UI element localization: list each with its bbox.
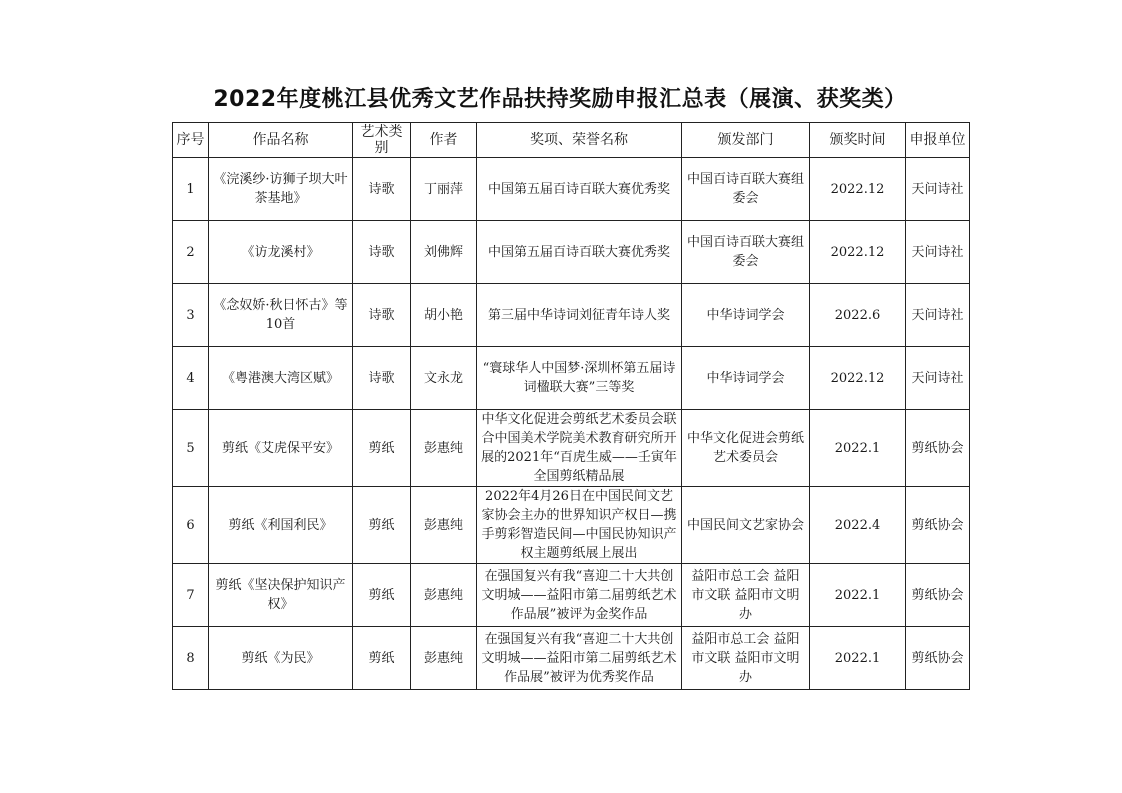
- cell-work: 《念奴娇·秋日怀古》等10首: [209, 284, 353, 347]
- header-award: 奖项、荣誉名称: [477, 123, 682, 158]
- cell-issuer: 中国民间文艺家协会: [682, 487, 810, 564]
- cell-author: 文永龙: [411, 347, 477, 410]
- cell-category: 诗歌: [353, 221, 411, 284]
- cell-no: 1: [173, 158, 209, 221]
- cell-category: 剪纸: [353, 410, 411, 487]
- cell-award: 第三届中华诗词刘征青年诗人奖: [477, 284, 682, 347]
- header-author: 作者: [411, 123, 477, 158]
- award-text: 2022年4月26日在中国民间文艺家协会主办的世界知识产权日—携手剪彩智造民间—中国民协知识产权主题剪纸展上展出: [481, 489, 677, 561]
- cell-author: 彭惠纯: [411, 487, 477, 564]
- cell-date: 2022.6: [810, 284, 906, 347]
- document-title: 2022年度桃江县优秀文艺作品扶持奖励申报汇总表（展演、获奖类）: [213, 87, 907, 112]
- cell-date: 2022.4: [810, 487, 906, 564]
- cell-award: [477, 564, 682, 627]
- cell-no: 4: [173, 347, 209, 410]
- cell-no: 2: [173, 221, 209, 284]
- table-row: [173, 221, 970, 284]
- cell-unit: 天问诗社: [906, 158, 970, 221]
- cell-unit: 剪纸协会: [906, 564, 970, 627]
- cell-unit: 天问诗社: [906, 347, 970, 410]
- header-date: 颁奖时间: [810, 123, 906, 158]
- cell-work: 《粤港澳大湾区赋》: [209, 347, 353, 410]
- award-summary-table: [172, 122, 970, 690]
- header-work: 作品名称: [209, 123, 353, 158]
- cell-issuer: 益阳市总工会 益阳市文联 益阳市文明办: [682, 627, 810, 690]
- table-row: [173, 284, 970, 347]
- cell-date: 2022.1: [810, 410, 906, 487]
- cell-category: 剪纸: [353, 487, 411, 564]
- cell-no: 6: [173, 487, 209, 564]
- cell-work: 《访龙溪村》: [209, 221, 353, 284]
- cell-no: 5: [173, 410, 209, 487]
- cell-author: 彭惠纯: [411, 627, 477, 690]
- cell-no: 3: [173, 284, 209, 347]
- award-text: 中华文化促进会剪纸艺术委员会联合中国美术学院美术教育研究所开展的2021年“百虎生威——壬寅年全国剪纸精品展: [481, 412, 677, 484]
- cell-author: 刘佛辉: [411, 221, 477, 284]
- cell-issuer: 中华文化促进会剪纸艺术委员会: [682, 410, 810, 487]
- table-row: [173, 627, 970, 690]
- award-text: 在强国复兴有我“喜迎二十大共创文明城——益阳市第二届剪纸艺术作品展”被评为优秀奖作品: [481, 631, 677, 685]
- table-row: [173, 410, 970, 487]
- cell-date: 2022.12: [810, 221, 906, 284]
- cell-date: 2022.1: [810, 564, 906, 627]
- cell-category: 诗歌: [353, 347, 411, 410]
- cell-no: 7: [173, 564, 209, 627]
- cell-unit: 天问诗社: [906, 221, 970, 284]
- cell-author: 胡小艳: [411, 284, 477, 347]
- cell-category: 诗歌: [353, 284, 411, 347]
- cell-work: 剪纸《为民》: [209, 627, 353, 690]
- cell-category: 诗歌: [353, 158, 411, 221]
- cell-issuer: 中华诗词学会: [682, 284, 810, 347]
- cell-author: 丁丽萍: [411, 158, 477, 221]
- cell-no: 8: [173, 627, 209, 690]
- header-no: 序号: [173, 123, 209, 158]
- cell-author: 彭惠纯: [411, 410, 477, 487]
- cell-work: 《浣溪纱·访狮子坝大叶茶基地》: [209, 158, 353, 221]
- header-unit: 申报单位: [906, 123, 970, 158]
- cell-date: 2022.1: [810, 627, 906, 690]
- cell-award: [477, 487, 682, 564]
- cell-author: 彭惠纯: [411, 564, 477, 627]
- cell-issuer: 中国百诗百联大赛组委会: [682, 221, 810, 284]
- cell-work: 剪纸《利国利民》: [209, 487, 353, 564]
- cell-award: [477, 410, 682, 487]
- cell-category: 剪纸: [353, 627, 411, 690]
- table-header-row: [173, 123, 970, 158]
- cell-award: “寰球华人中国梦·深圳杯第五届诗词楹联大赛”三等奖: [477, 347, 682, 410]
- cell-issuer: 中华诗词学会: [682, 347, 810, 410]
- cell-award: 中国第五届百诗百联大赛优秀奖: [477, 158, 682, 221]
- cell-work: 剪纸《坚决保护知识产权》: [209, 564, 353, 627]
- cell-work: 剪纸《艾虎保平安》: [209, 410, 353, 487]
- cell-unit: 剪纸协会: [906, 627, 970, 690]
- cell-award: [477, 627, 682, 690]
- table-row: [173, 564, 970, 627]
- header-issuer: 颁发部门: [682, 123, 810, 158]
- table-row: [173, 347, 970, 410]
- cell-issuer: 中国百诗百联大赛组委会: [682, 158, 810, 221]
- cell-category: 剪纸: [353, 564, 411, 627]
- award-text: 在强国复兴有我“喜迎二十大共创文明城——益阳市第二届剪纸艺术作品展”被评为金奖作品: [481, 568, 677, 622]
- cell-unit: 剪纸协会: [906, 410, 970, 487]
- cell-date: 2022.12: [810, 347, 906, 410]
- cell-issuer: 益阳市总工会 益阳市文联 益阳市文明办: [682, 564, 810, 627]
- cell-unit: 剪纸协会: [906, 487, 970, 564]
- cell-unit: 天问诗社: [906, 284, 970, 347]
- table-row: [173, 158, 970, 221]
- cell-date: 2022.12: [810, 158, 906, 221]
- table-row: [173, 487, 970, 564]
- cell-award: 中国第五届百诗百联大赛优秀奖: [477, 221, 682, 284]
- header-category: 艺术类别: [353, 123, 411, 158]
